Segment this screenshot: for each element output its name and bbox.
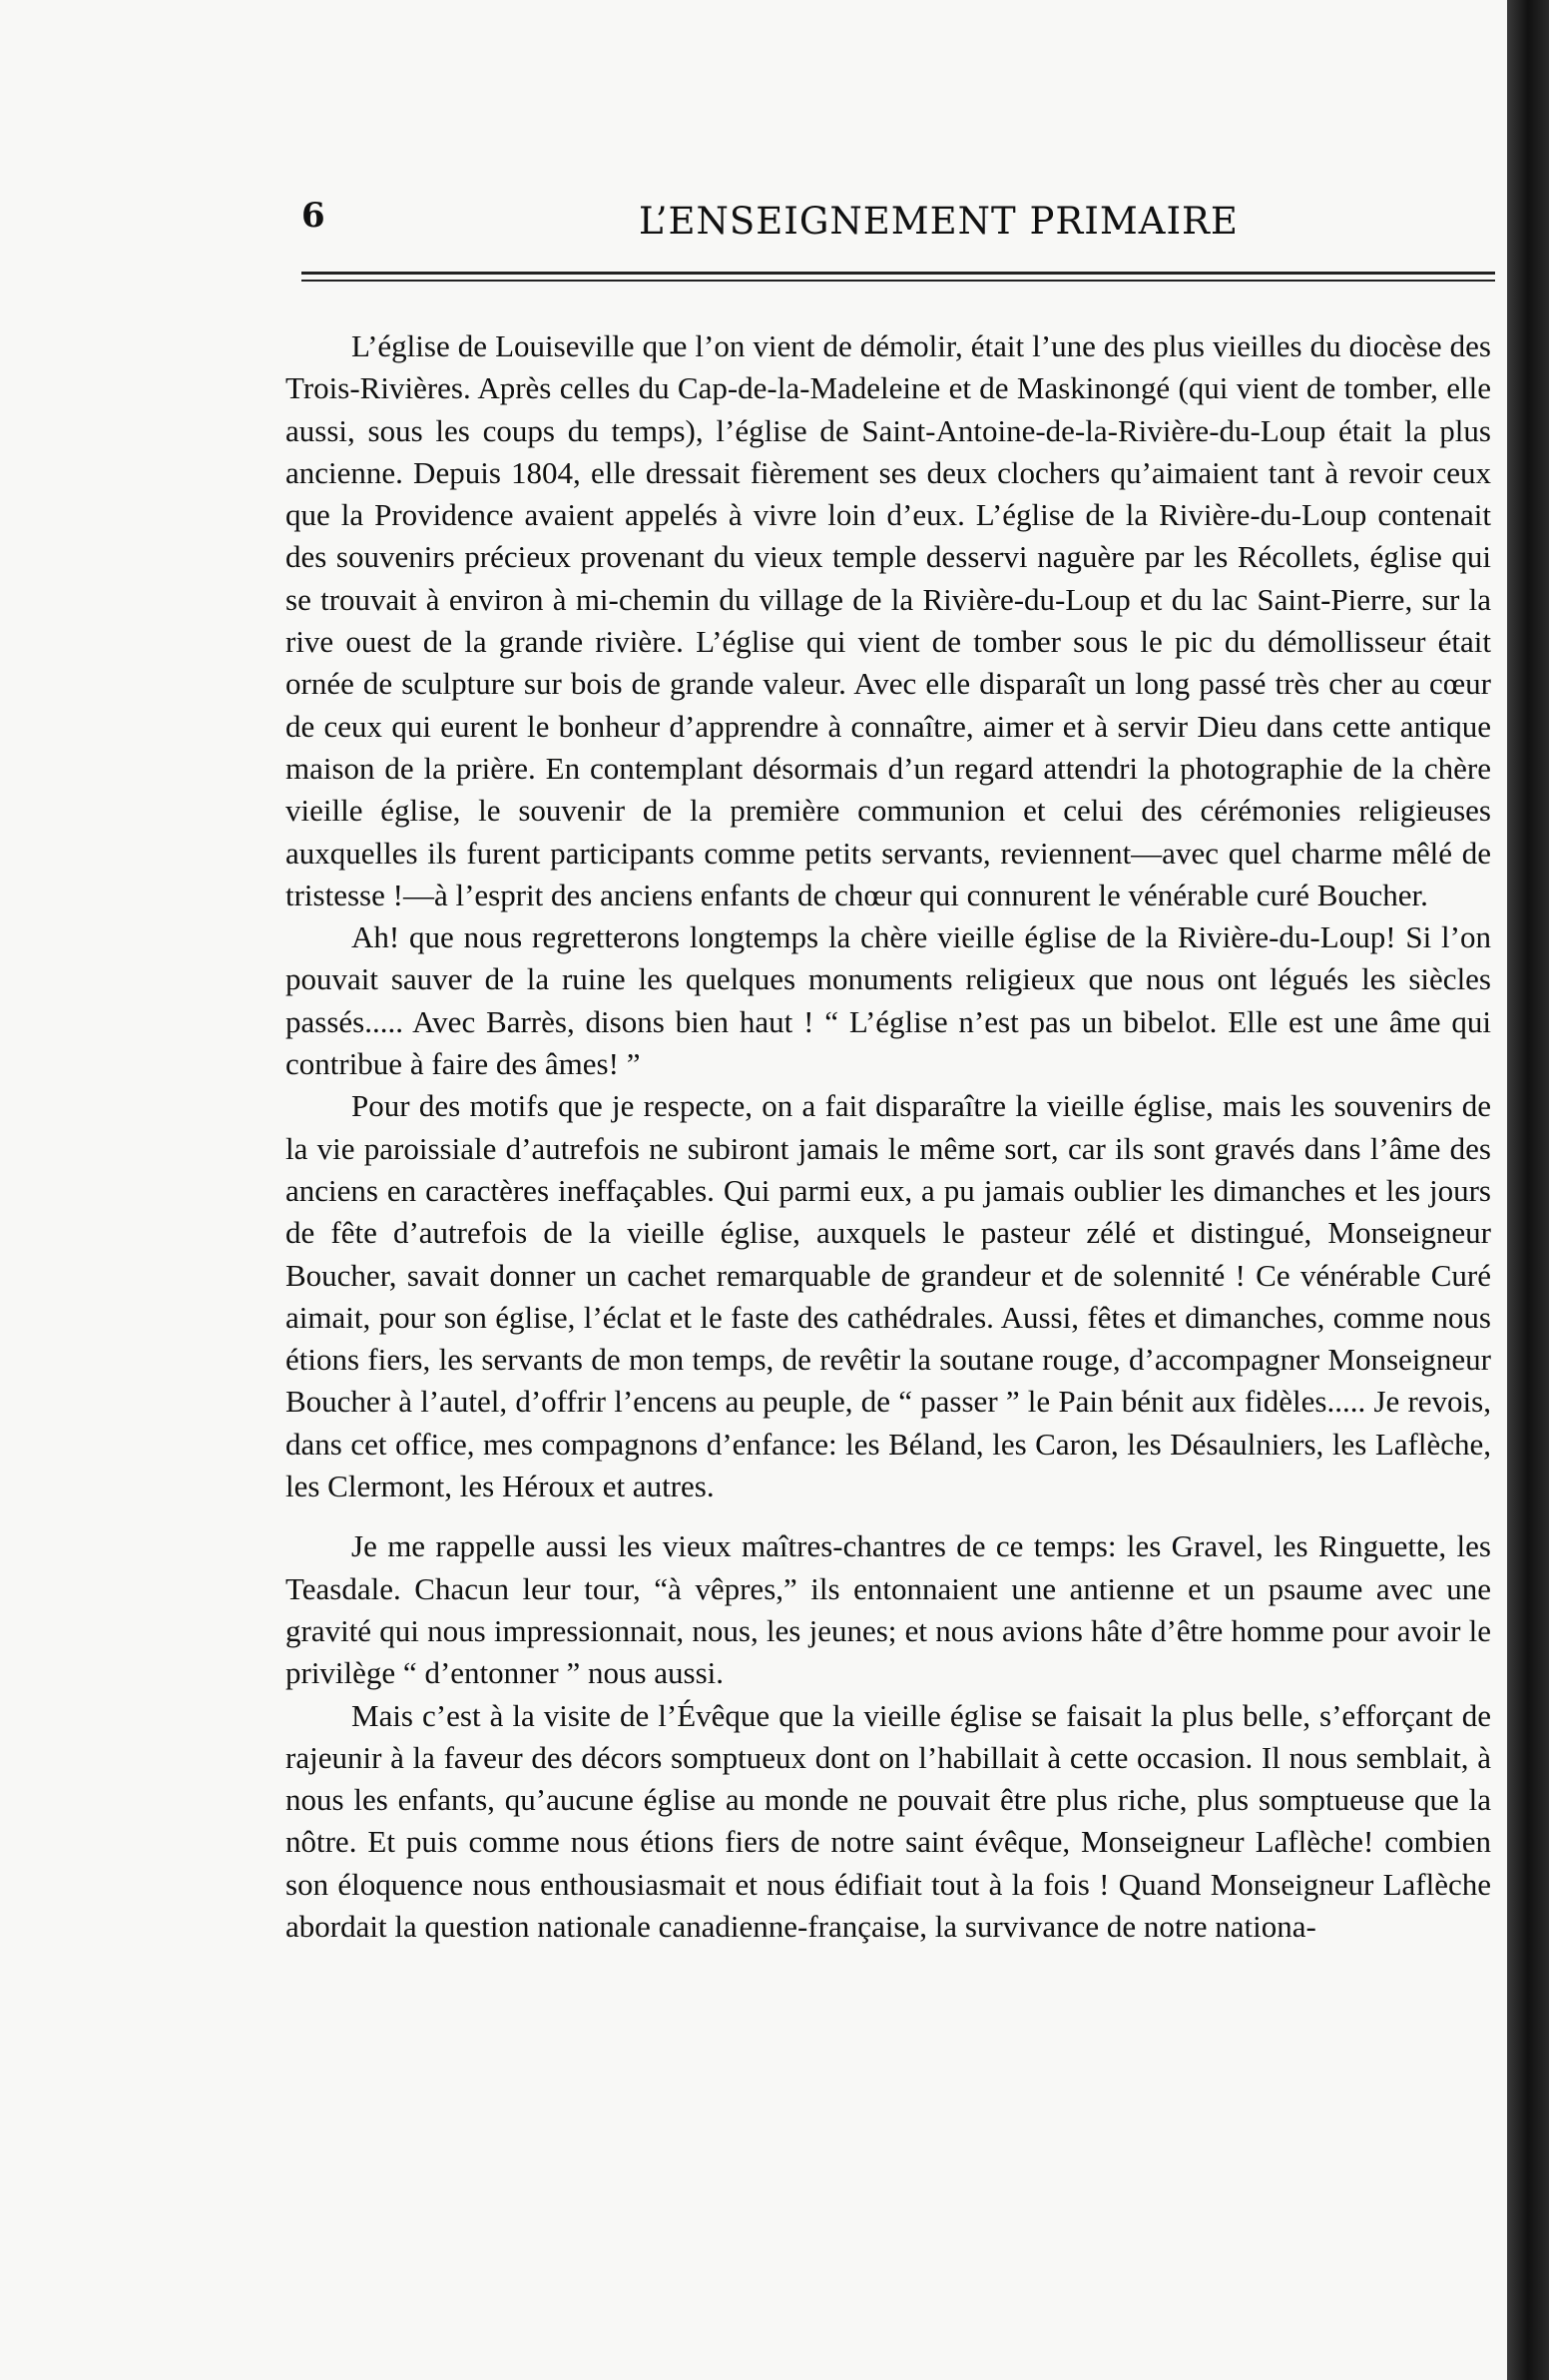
running-title: L’ENSEIGNEMENT PRIMAIRE (639, 200, 1239, 243)
paragraph: Je me rappelle aussi les vieux maîtres-chantres de ce temps: les Gravel, les Ringuette, les Teasdale. Chacun leur tour, “à vêpres,” ils entonnaient une antienne et un psaume avec une gravité qui nous impressionnait, nous, les jeunes; et nous avions hâte d’être homme pour avoir le privilège “ d’entonner ” nous aussi. (285, 1528, 1491, 1691)
header-rule-thin (301, 280, 1495, 282)
header-rule (301, 272, 1495, 275)
paragraph: Pour des motifs que je respecte, on a fait disparaître la vieille église, mais les souvenirs de la vie paroissiale d’autrefois ne subiront jamais le même sort, car ils sont gravés dans l’âme des anciens en caractères ineffaçables. Qui parmi eux, a pu jamais oublier les dimanches et les jours de fête d’autrefois de la vieille église, auxquels le pasteur zélé et distingué, Monseigneur Boucher, savait donner un cachet remarquable de grandeur et de solennité ! Ce vénérable Curé aimait, pour son église, l’éclat et le faste des cathédrales. Aussi, fêtes et dimanches, comme nous étions fiers, les servants de mon temps, de revêtir la soutane rouge, d’accompagner Monseigneur Boucher à l’autel, d’offrir l’encens au peuple, de “ passer ” le Pain bénit aux fidèles..... Je revois, dans cet office, mes compagnons d’enfance: les Béland, les Caron, les Désaulniers, les Laflèche, les Clermont, les Héroux et autres. (285, 1088, 1491, 1504)
page-number: 6 (301, 196, 325, 236)
paragraph: L’église de Louiseville que l’on vient de démolir, était l’une des plus vieilles du diocèse des Trois-Rivières. Après celles du Cap-de-la-Madeleine et de Maskinongé (qui vient de tomber, elle aussi, sous les coups du temps), l’église de Saint-Antoine-de-la-Rivière-du-Loup était la plus ancienne. Depuis 1804, elle dressait fièrement ses deux clochers qu’aimaient tant à revoir ceux que la Providence avaient appelés à vivre loin d’eux. L’église de la Rivière-du-Loup contenait des souvenirs précieux provenant du vieux temple desservi naguère par les Récollets, église qui se trouvait à environ à mi-chemin du village de la Rivière-du-Loup et du lac Saint-Pierre, sur la rive ouest de la grande rivière. L’église qui vient de tomber sous le pic du démollisseur était ornée de sculpture sur bois de grande valeur. Avec elle disparaît un long passé très cher au cœur de ceux qui eurent le bonheur d’apprendre à connaître, aimer et à servir Dieu dans cette antique maison de la prière. En contemplant désormais d’un regard attendri la photographie de la chère vieille église, le souvenir de la première communion et celui des cérémonies religieuses auxquelles ils furent participants comme petits servants, reviennent—avec quel charme mêlé de tristesse !—à l’esprit des anciens enfants de chœur qui connurent le vénérable curé Boucher. (285, 328, 1491, 912)
paragraph: Ah! que nous regretterons longtemps la chère vieille église de la Rivière-du-Loup! Si l’on pouvait sauver de la ruine les quelques monuments religieux que nous ont légués les siècles passés..... Avec Barrès, disons bien haut ! “ L’église n’est pas un bibelot. Elle est une âme qui contribue à faire des âmes! ” (285, 919, 1491, 1082)
paragraph: Mais c’est à la visite de l’Évêque que la vieille église se faisait la plus belle, s’efforçant de rajeunir à la faveur des décors somptueux dont on l’habillait à cette occasion. Il nous semblait, à nous les enfants, qu’aucune église au monde ne pouvait être plus riche, plus somptueuse que la nôtre. Et puis comme nous étions fiers de notre saint évêque, Monseigneur Laflèche! combien son éloquence nous enthousiasmait et nous édifiait tout à la fois ! Quand Monseigneur Laflèche abordait la question nationale canadienne-française, la survivance de notre nationa- (285, 1697, 1491, 1944)
scan-edge (1507, 0, 1549, 2380)
article-body (285, 325, 1491, 1948)
